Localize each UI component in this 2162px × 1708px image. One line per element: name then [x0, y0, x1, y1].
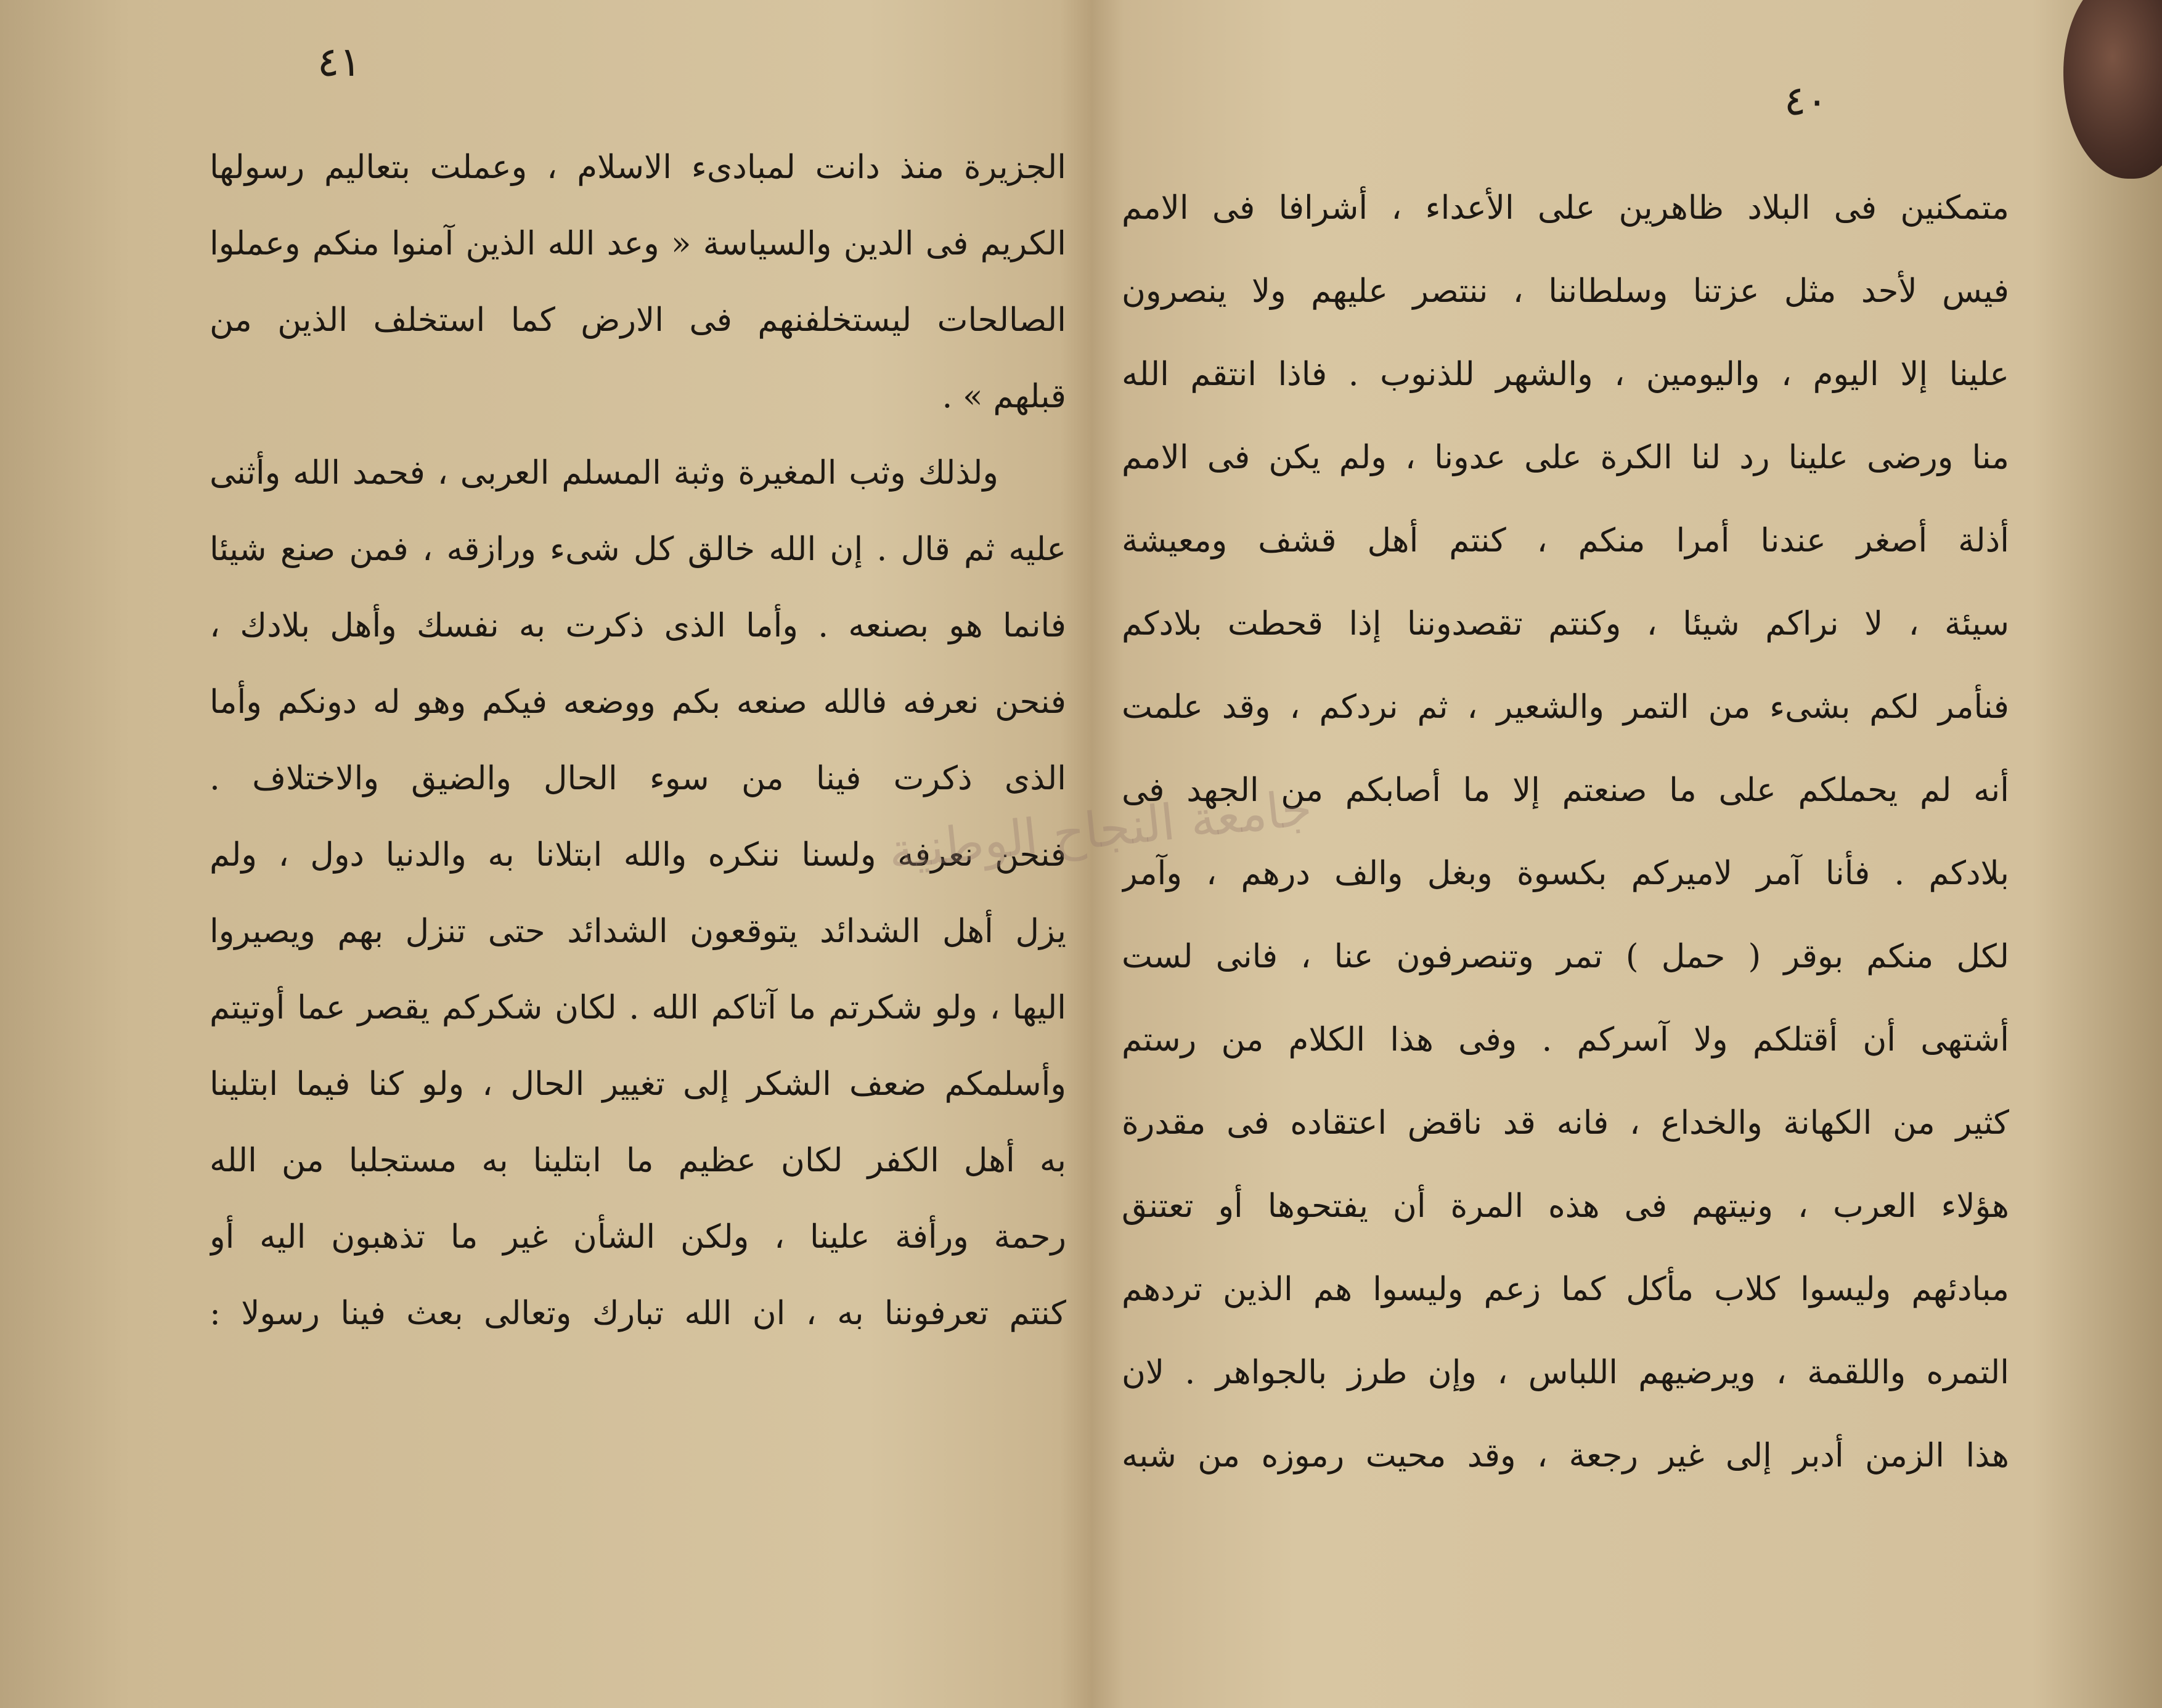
text-line: فنأمر لكم بشىء من التمر والشعير ، ثم نردكم ، وقد علمت	[1122, 688, 2009, 726]
text-line: رحمة ورأفة علينا ، ولكن الشأن غير ما تذهبون اليه أو	[210, 1218, 1066, 1256]
text-line: عليه ثم قال . إن الله خالق كل شىء ورازقه ، فمن صنع شيئا	[210, 531, 1066, 568]
text-line: بلادكم . فأنا آمر لاميركم بكسوة وبغل والف درهم ، وآمر	[1122, 855, 2009, 892]
text-line: الجزيرة منذ دانت لمبادىء الاسلام ، وعملت بتعاليم رسولها	[210, 148, 1066, 186]
text-line: يزل أهل الشدائد يتوقعون الشدائد حتى تنزل بهم ويصيروا	[210, 913, 1066, 950]
text-line: فنحن نعرفه فالله صنعه بكم ووضعه فيكم وهو له دونكم وأما	[210, 683, 1066, 721]
text-line: التمره واللقمة ، ويرضيهم اللباس ، وإن طرز بالجواهر . لان	[1122, 1354, 2009, 1391]
text-line: قبلهم » .	[942, 378, 1066, 415]
text-line: الصالحات ليستخلفنهم فى الارض كما استخلف الذين من	[210, 301, 1066, 339]
text-line: أشتهى أن أقتلكم ولا آسركم . وفى هذا الكلام من رستم	[1122, 1021, 2009, 1059]
text-line: فانما هو بصنعه . وأما الذى ذكرت به نفسك وأهل بلادك ،	[210, 607, 1066, 645]
text-line: فنحن نعرفه ولسنا ننكره والله ابتلانا به والدنيا دول ، ولم	[210, 836, 1066, 874]
text-line: لكل منكم بوقر ( حمل ) تمر وتنصرفون عنا ، فانى لست	[1122, 938, 2009, 975]
text-line: هذا الزمن أدبر إلى غير رجعة ، وقد محيت رموزه من شبه	[1122, 1437, 2009, 1474]
text-line: الذى ذكرت فينا من سوء الحال والضيق والاختلاف .	[210, 760, 1066, 797]
text-line: منا ورضى علينا رد لنا الكرة على عدونا ، ولم يكن فى الامم	[1122, 439, 2009, 476]
right-page	[1075, 0, 2162, 1708]
text-line: ولذلك وثب المغيرة وثبة المسلم العربى ، فحمد الله وأثنى	[210, 454, 998, 492]
text-line: اليها ، ولو شكرتم ما آتاكم الله . لكان شكركم يقصر عما أوتيتم	[210, 989, 1066, 1027]
text-line: علينا إلا اليوم ، واليومين ، والشهر للذنوب . فاذا انتقم الله	[1122, 356, 2009, 393]
library-watermark: جامعة النجاح الوطنية	[886, 779, 1315, 880]
text-line: أذلة أصغر عندنا أمرا منكم ، كنتم أهل قشف ومعيشة	[1122, 522, 2009, 559]
text-line: الكريم فى الدين والسياسة « وعد الله الذين آمنوا منكم وعملوا	[210, 225, 1066, 262]
text-line: كنتم تعرفوننا به ، ان الله تبارك وتعالى بعث فينا رسولا :	[210, 1295, 1066, 1332]
text-line: وأسلمكم ضعف الشكر إلى تغيير الحال ، ولو كنا فيما ابتلينا	[210, 1065, 1066, 1103]
text-line: أنه لم يحملكم على ما صنعتم إلا ما أصابكم من الجهد فى	[1122, 771, 2009, 809]
page-number: ٤٠	[1784, 77, 1828, 124]
text-line: به أهل الكفر لكان عظيم ما ابتلينا به مستجلبا من الله	[210, 1142, 1066, 1179]
text-line: فيس لأحد مثل عزتنا وسلطاننا ، ننتصر عليهم ولا ينصرون	[1122, 272, 2009, 310]
text-line: سيئة ، لا نراكم شيئا ، وكنتم تقصدوننا إذا قحطت بلادكم	[1122, 605, 2009, 643]
page-number: ٤١	[317, 38, 361, 86]
text-line: متمكنين فى البلاد ظاهرين على الأعداء ، أشرافا فى الامم	[1122, 189, 2009, 227]
text-line: هؤلاء العرب ، ونيتهم فى هذه المرة أن يفتحوها أو تعتنق	[1122, 1187, 2009, 1225]
text-line: مبادئهم وليسوا كلاب مأكل كما زعم وليسوا هم الذين تردهم	[1122, 1271, 2009, 1308]
left-text-column	[210, 129, 1066, 1352]
text-line: كثير من الكهانة والخداع ، فانه قد ناقض اعتقاده فى مقدرة	[1122, 1104, 2009, 1142]
